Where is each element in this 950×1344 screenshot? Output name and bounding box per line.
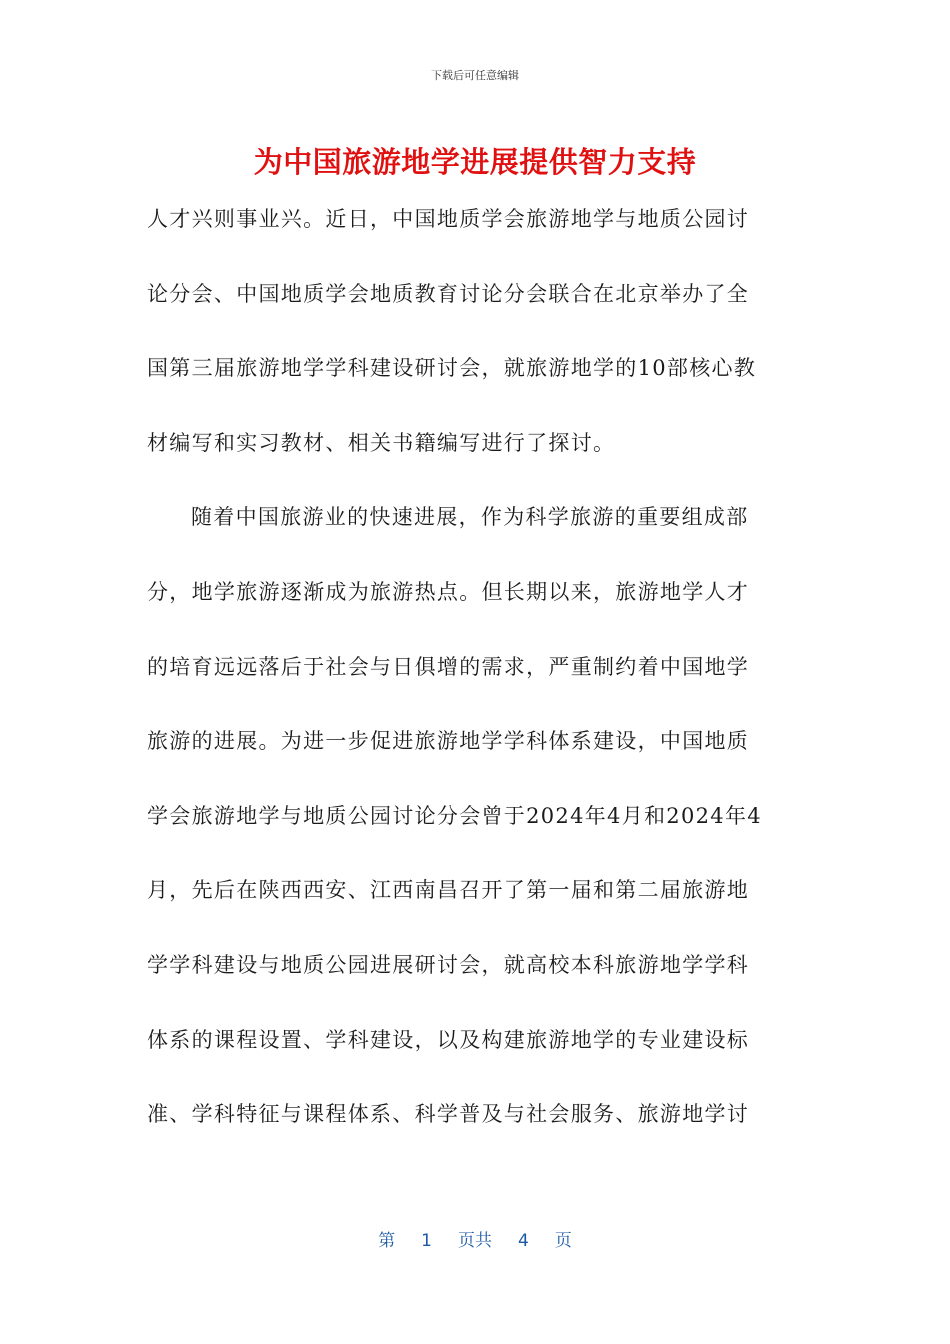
text-line: 材编写和实习教材、相关书籍编写进行了探讨。 bbox=[147, 430, 616, 455]
download-note: 下载后可任意编辑 bbox=[431, 69, 519, 82]
page-label-suffix: 页 bbox=[554, 1231, 572, 1251]
text-line: 论分会、中国地质学会地质教育讨论分会联合在北京举办了全 bbox=[147, 281, 750, 306]
text-line: 的培育远远落后于社会与日俱增的需求，严重制约着中国地学 bbox=[147, 654, 750, 679]
text-line: 人才兴则事业兴。近日，中国地质学会旅游地学与地质公园讨 bbox=[147, 207, 750, 231]
text-line: 准、学科特征与课程体系、科学普及与社会服务、旅游地学讨 bbox=[147, 1102, 750, 1127]
text-line: 学学科建设与地质公园进展研讨会，就高校本科旅游地学学科 bbox=[147, 952, 750, 977]
text-line: 体系的课程设置、学科建设，以及构建旅游地学的专业建设标 bbox=[147, 1027, 750, 1052]
text-line: 月，先后在陕西西安、江西南昌召开了第一届和第二届旅游地 bbox=[147, 878, 750, 903]
page-total: 4 bbox=[518, 1231, 529, 1251]
text-line: 分，地学旅游逐渐成为旅游热点。但长期以来，旅游地学人才 bbox=[147, 579, 750, 604]
page-number-footer bbox=[0, 1226, 950, 1251]
text-line-paragraph-start: 随着中国旅游业的快速进展，作为科学旅游的重要组成部 bbox=[191, 505, 749, 530]
document-body bbox=[147, 196, 807, 1166]
text-line: 旅游的进展。为进一步促进旅游地学学科体系建设，中国地质 bbox=[147, 729, 750, 754]
text-line: 国第三届旅游地学学科建设研讨会，就旅游地学的10部核心教 bbox=[147, 356, 757, 381]
page-label-mid: 页共 bbox=[458, 1231, 492, 1251]
text-line: 学会旅游地学与地质公园讨论分会曾于2024年4月和2024年4 bbox=[147, 803, 762, 828]
page-label-prefix: 第 bbox=[378, 1231, 396, 1251]
document-title: 为中国旅游地学进展提供智力支持 bbox=[253, 145, 697, 179]
page-current: 1 bbox=[421, 1231, 432, 1251]
